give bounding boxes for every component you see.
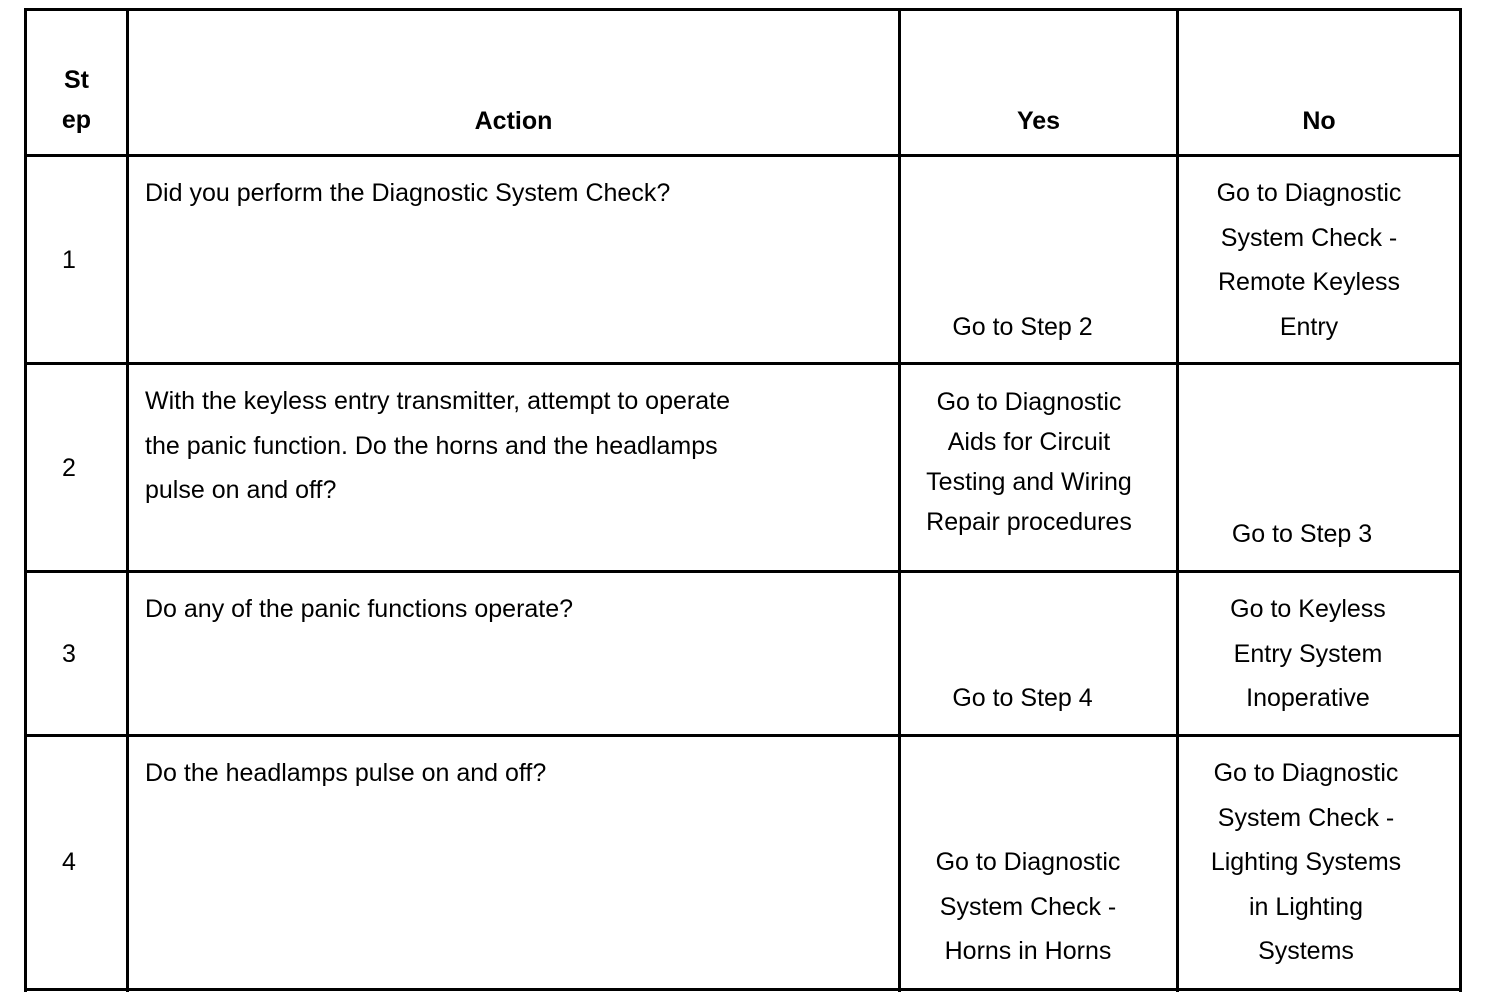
table-row-3-step: 3: [62, 640, 76, 668]
table-row-2-yes: Go to Diagnostic Aids for Circuit Testing and Wiring Repair procedures: [926, 388, 1132, 536]
table-row-1-no: Go to Diagnostic System Check - Remote Keyless Entry: [1216, 179, 1402, 341]
row-divider: [24, 734, 1462, 737]
table-border-right: [1459, 8, 1462, 992]
table-row-4-action: Do the headlamps pulse on and off?: [145, 759, 547, 787]
table-row-3-no: Go to Keyless Entry System Inoperative: [1230, 595, 1386, 712]
table-row-1-action: Did you perform the Diagnostic System Check?: [145, 179, 671, 207]
table-row-4-yes: Go to Diagnostic System Check - Horns in Horns: [935, 848, 1121, 965]
table-row-3-action: Do any of the panic functions operate?: [145, 595, 574, 623]
table-row-1-yes: Go to Step 2: [952, 313, 1093, 341]
header-no: No: [1302, 107, 1336, 135]
row-divider: [24, 570, 1462, 573]
table-row-4-no: Go to Diagnostic System Check - Lighting Systems in Lighting Systems: [1210, 759, 1402, 965]
table-row-2-action: With the keyless entry transmitter, attempt to operate the panic function. Do the horns and the headlamps pulse on and off?: [145, 387, 730, 504]
table-row-1-step: 1: [62, 246, 76, 274]
header-step: St ep: [61, 66, 92, 134]
table-row-2-step: 2: [62, 454, 76, 482]
row-divider: [24, 362, 1462, 365]
header-yes: Yes: [1016, 107, 1061, 135]
table-border-top: [24, 8, 1462, 11]
table-row-2-no: Go to Step 3: [1231, 520, 1373, 548]
header-divider: [24, 154, 1462, 157]
header-action: Action: [474, 107, 553, 135]
table-border-bottom: [24, 988, 1462, 991]
table-row-4-step: 4: [62, 848, 76, 876]
table-row-3-yes: Go to Step 4: [952, 684, 1093, 712]
column-divider: [126, 8, 129, 992]
